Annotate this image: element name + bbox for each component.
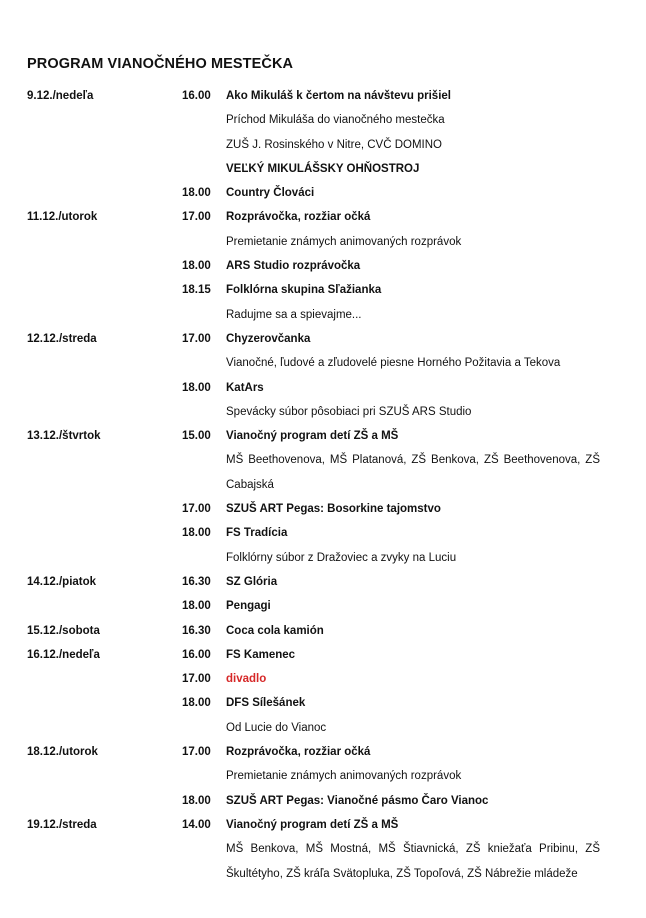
schedule-row [0,570,646,594]
event-date: 14.12./piatok [27,575,97,588]
schedule-row [0,351,646,375]
event-title: Vianočný program detí ZŠ a MŠ [226,430,399,443]
event-date: 16.12./nedeľa [27,648,100,661]
event-time: 15.00 [182,430,211,443]
schedule-row [0,303,646,327]
event-description: Vianočné, ľudové a zľudovelé piesne Horného Požitavia a Tekova [226,357,561,370]
event-time: 17.00 [182,673,211,686]
schedule-row [0,497,646,521]
event-title: KatArs [226,381,264,394]
schedule-row [0,424,646,448]
schedule-row [0,740,646,764]
event-title: ARS Studio rozprávočka [226,260,361,273]
schedule-row [0,400,646,424]
event-time: 16.30 [182,624,211,637]
schedule-row [0,157,646,181]
schedule-row [0,473,646,497]
event-time: 18.00 [182,794,211,807]
schedule-row [0,667,646,691]
event-time: 14.00 [182,818,211,831]
schedule-row [0,546,646,570]
event-time: 16.30 [182,575,211,588]
event-description: ZUŠ J. Rosinského v Nitre, CVČ DOMINO [226,138,442,151]
schedule-row [0,862,646,886]
event-description: Radujme sa a spievajme... [226,308,362,321]
event-date: 18.12./utorok [27,746,98,759]
event-description: Cabajská [226,478,274,491]
event-title: Pengagi [226,600,271,613]
schedule-table [0,84,646,886]
event-title: Vianočný program detí ZŠ a MŠ [226,818,399,831]
event-title: SZUŠ ART Pegas: Vianočné pásmo Čaro Vianoc [226,794,489,807]
event-description: Premietanie známych animovaných rozprávok [226,235,462,248]
event-title: VEĽKÝ MIKULÁŠSKY OHŇOSTROJ [226,162,420,175]
schedule-row [0,327,646,351]
event-title: Rozprávočka, rozžiar očká [226,211,371,224]
schedule-row [0,764,646,788]
event-time: 17.00 [182,332,211,345]
event-time: 17.00 [182,503,211,516]
event-title: FS Tradícia [226,527,288,540]
schedule-row [0,594,646,618]
event-date: 11.12./utorok [27,211,98,224]
event-title: Rozprávočka, rozžiar očká [226,746,371,759]
event-description: Škultétyho, ZŠ kráľa Svätopluka, ZŠ Topoľová, ZŠ Nábrežie mládeže [226,867,578,880]
event-date: 15.12./sobota [27,624,100,637]
event-title: Country Člováci [226,187,315,200]
event-description: Premietanie známych animovaných rozprávok [226,770,462,783]
event-date: 19.12./streda [27,818,97,831]
schedule-row [0,133,646,157]
schedule-row [0,108,646,132]
schedule-row [0,813,646,837]
event-time: 16.00 [182,90,211,102]
event-time: 18.15 [182,284,211,297]
event-title: divadlo [226,673,267,686]
schedule-row [0,448,646,472]
event-time: 18.00 [182,600,211,613]
event-description: Príchod Mikuláša do vianočného mestečka [226,114,445,127]
event-time: 18.00 [182,527,211,540]
event-time: 18.00 [182,260,211,273]
event-title: Ako Mikuláš k čertom na návštevu prišiel [226,90,451,102]
event-date: 12.12./streda [27,332,97,345]
event-description: Od Lucie do Vianoc [226,721,327,734]
event-title: DFS Sílešánek [226,697,306,710]
event-title: Folklórna skupina Sľažianka [226,284,382,297]
schedule-row [0,521,646,545]
event-time: 17.00 [182,211,211,224]
event-title: FS Kamenec [226,648,296,661]
event-date: 9.12./nedeľa [27,90,94,102]
event-title: SZ Glória [226,575,278,588]
event-time: 18.00 [182,187,211,200]
schedule-row [0,716,646,740]
event-description: MŠ Benkova, MŠ Mostná, MŠ Štiavnická, ZŠ kniežaťa Pribinu, ZŠ [226,843,600,856]
event-date: 13.12./štvrtok [27,430,101,443]
page-title: PROGRAM VIANOČNÉHO MESTEČKA [27,56,294,72]
event-title: SZUŠ ART Pegas: Bosorkine tajomstvo [226,503,441,516]
event-title: Chyzerovčanka [226,332,311,345]
schedule-row [0,376,646,400]
event-description: MŠ Beethovenova, MŠ Platanová, ZŠ Benkova, ZŠ Beethovenova, ZŠ [226,454,600,467]
schedule-row [0,181,646,205]
event-time: 16.00 [182,648,211,661]
event-description: Spevácky súbor pôsobiaci pri SZUŠ ARS Studio [226,405,472,418]
schedule-row [0,205,646,229]
event-time: 17.00 [182,746,211,759]
schedule-row [0,789,646,813]
schedule-row [0,691,646,715]
schedule-row [0,230,646,254]
event-title: Coca cola kamión [226,624,324,637]
event-time: 18.00 [182,381,211,394]
schedule-row [0,278,646,302]
event-time: 18.00 [182,697,211,710]
schedule-row [0,837,646,861]
schedule-row [0,84,646,108]
schedule-row [0,254,646,278]
schedule-row [0,619,646,643]
event-description: Folklórny súbor z Dražoviec a zvyky na Luciu [226,551,457,564]
schedule-row [0,643,646,667]
